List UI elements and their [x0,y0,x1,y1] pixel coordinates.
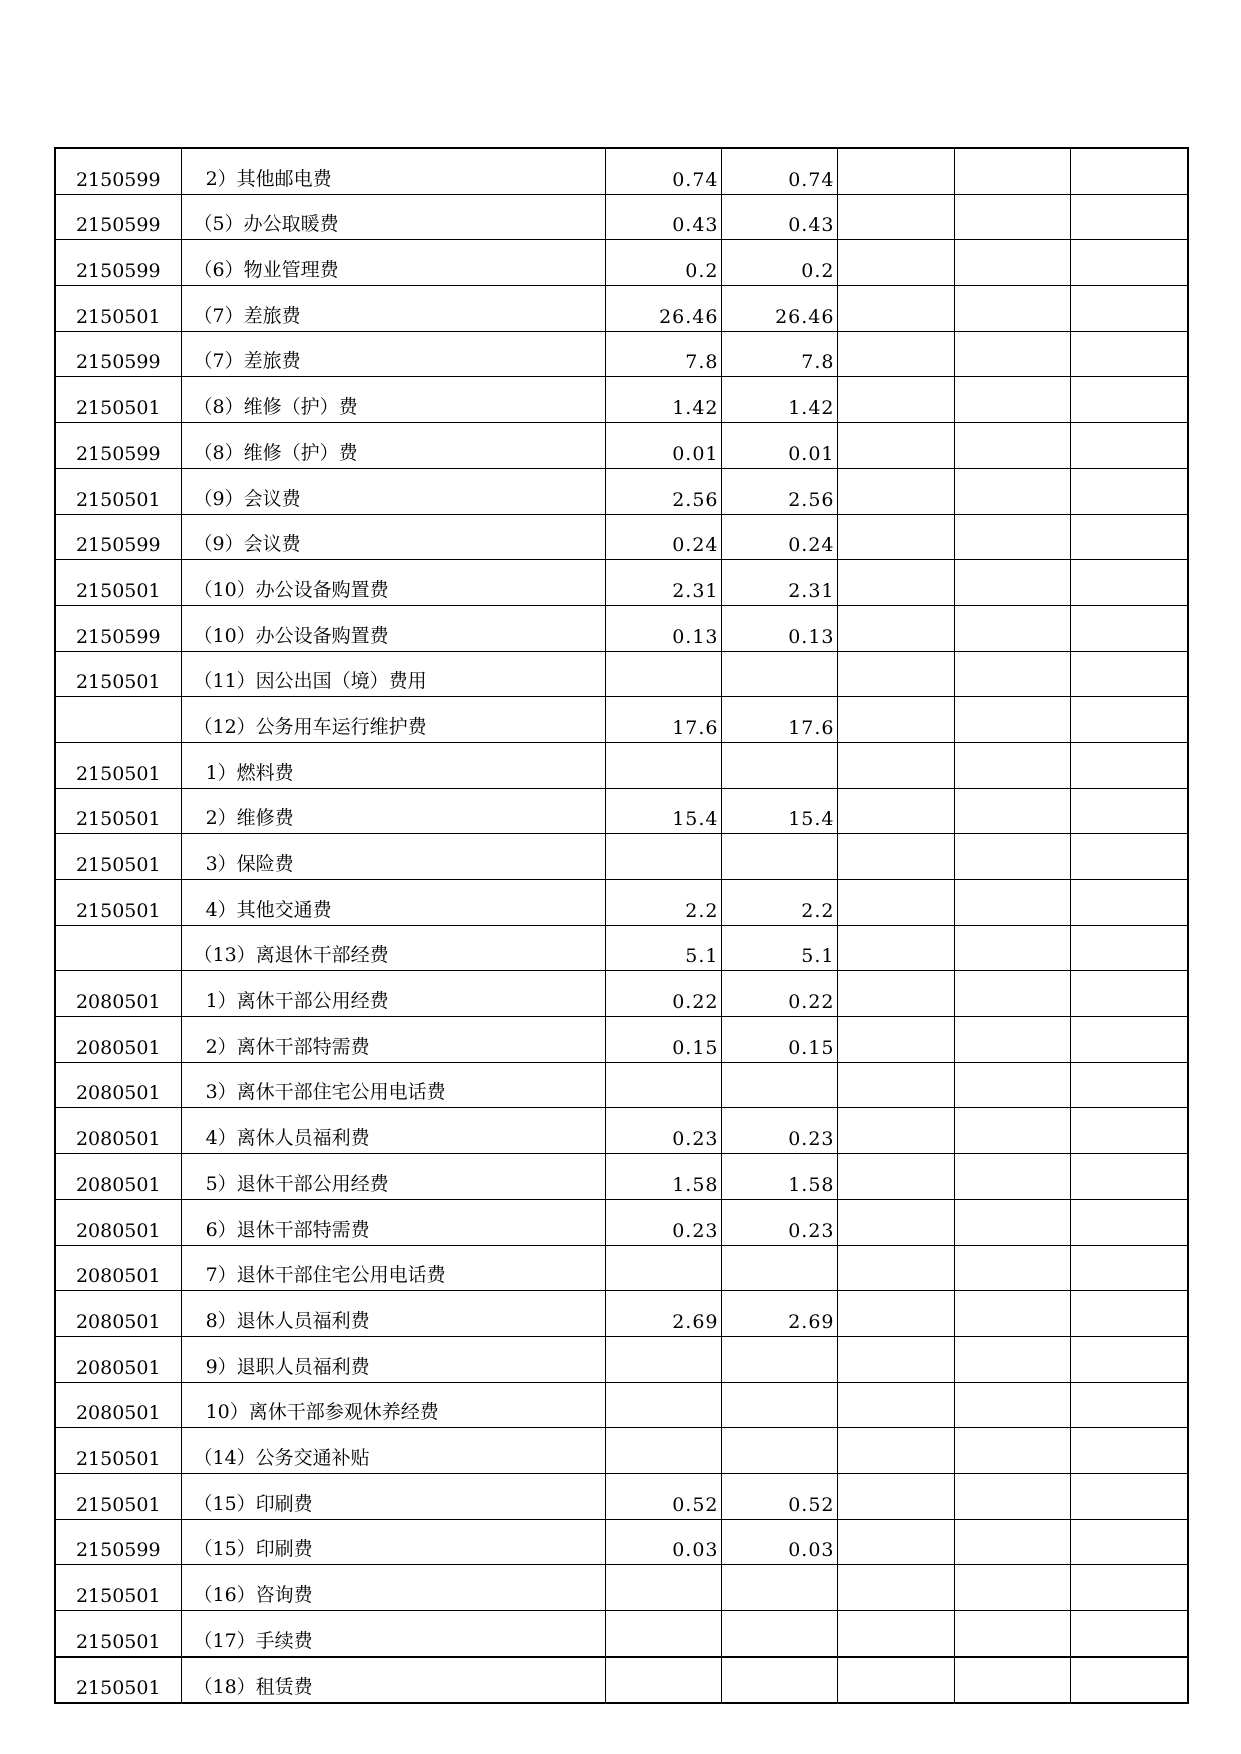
amount-total-cell [605,1657,721,1704]
empty-cell [837,788,954,834]
account-code-cell: 2150501 [55,1657,181,1704]
amount-basic-cell [721,1565,837,1611]
empty-cell [1070,194,1188,240]
empty-cell [1070,1154,1188,1200]
item-name-cell: （13）离退休干部经费 [181,925,605,971]
table-row [55,468,1188,514]
table-row [55,834,1188,880]
amount-total-cell: 0.01 [605,423,721,469]
item-name-cell: 10）离休干部参观休养经费 [181,1382,605,1428]
item-name-cell: （5）办公取暖费 [181,194,605,240]
account-code-cell: 2080501 [55,1291,181,1337]
empty-cell [1070,148,1188,194]
amount-basic-cell [721,1336,837,1382]
amount-total-cell [605,651,721,697]
empty-cell [837,1428,954,1474]
item-name-cell: （10）办公设备购置费 [181,560,605,606]
account-code-cell: 2080501 [55,1108,181,1154]
amount-basic-cell [721,1657,837,1704]
empty-cell [837,1611,954,1657]
amount-basic-cell: 0.13 [721,605,837,651]
empty-cell [837,1245,954,1291]
table-row [55,651,1188,697]
empty-cell [1070,514,1188,560]
table-row [55,971,1188,1017]
amount-basic-cell: 17.6 [721,697,837,743]
empty-cell [837,971,954,1017]
item-name-cell: （15）印刷费 [181,1473,605,1519]
empty-cell [837,1565,954,1611]
item-name-cell: （16）咨询费 [181,1565,605,1611]
empty-cell [837,423,954,469]
amount-basic-cell: 0.74 [721,148,837,194]
empty-cell [954,1336,1070,1382]
account-code-cell: 2150599 [55,194,181,240]
amount-basic-cell: 0.23 [721,1199,837,1245]
account-code-cell: 2150599 [55,423,181,469]
amount-total-cell [605,742,721,788]
table-row [55,1519,1188,1565]
amount-total-cell [605,1382,721,1428]
amount-total-cell: 2.56 [605,468,721,514]
amount-basic-cell: 26.46 [721,286,837,332]
item-name-cell: （12）公务用车运行维护费 [181,697,605,743]
empty-cell [954,240,1070,286]
account-code-cell: 2080501 [55,971,181,1017]
empty-cell [837,697,954,743]
empty-cell [954,331,1070,377]
amount-basic-cell: 5.1 [721,925,837,971]
empty-cell [954,697,1070,743]
empty-cell [1070,834,1188,880]
empty-cell [954,1473,1070,1519]
account-code-cell: 2150501 [55,1428,181,1474]
table-row [55,1428,1188,1474]
account-code-cell: 2080501 [55,1017,181,1063]
amount-total-cell: 26.46 [605,286,721,332]
empty-cell [837,194,954,240]
empty-cell [954,148,1070,194]
table-row [55,925,1188,971]
empty-cell [954,1017,1070,1063]
table-row [55,240,1188,286]
item-name-cell: （10）办公设备购置费 [181,605,605,651]
empty-cell [954,971,1070,1017]
account-code-cell: 2150501 [55,651,181,697]
empty-cell [1070,1611,1188,1657]
account-code-cell: 2150599 [55,605,181,651]
empty-cell [837,286,954,332]
table-row [55,560,1188,606]
empty-cell [837,1154,954,1200]
item-name-cell: （17）手续费 [181,1611,605,1657]
empty-cell [1070,1565,1188,1611]
table-row [55,1154,1188,1200]
empty-cell [954,1428,1070,1474]
amount-total-cell: 0.24 [605,514,721,560]
empty-cell [954,925,1070,971]
amount-basic-cell [721,651,837,697]
empty-cell [1070,1519,1188,1565]
account-code-cell: 2150501 [55,1565,181,1611]
amount-basic-cell [721,1245,837,1291]
empty-cell [954,1657,1070,1704]
item-name-cell: （7）差旅费 [181,286,605,332]
amount-total-cell: 2.31 [605,560,721,606]
empty-cell [954,194,1070,240]
item-name-cell: （18）租赁费 [181,1657,605,1704]
empty-cell [837,1519,954,1565]
empty-cell [1070,1291,1188,1337]
amount-basic-cell: 0.2 [721,240,837,286]
item-name-cell: 3）保险费 [181,834,605,880]
account-code-cell: 2150599 [55,514,181,560]
empty-cell [837,651,954,697]
amount-basic-cell: 0.23 [721,1108,837,1154]
item-name-cell: 1）离休干部公用经费 [181,971,605,1017]
amount-total-cell: 15.4 [605,788,721,834]
empty-cell [1070,1017,1188,1063]
table-row [55,1291,1188,1337]
empty-cell [1070,971,1188,1017]
empty-cell [954,423,1070,469]
empty-cell [837,925,954,971]
empty-cell [837,240,954,286]
amount-basic-cell [721,1428,837,1474]
item-name-cell: 8）退休人员福利费 [181,1291,605,1337]
item-name-cell: 4）离休人员福利费 [181,1108,605,1154]
empty-cell [1070,423,1188,469]
empty-cell [837,1336,954,1382]
empty-cell [1070,1473,1188,1519]
table-row [55,1336,1188,1382]
empty-cell [837,1382,954,1428]
amount-basic-cell: 2.2 [721,880,837,926]
empty-cell [837,331,954,377]
amount-total-cell [605,834,721,880]
account-code-cell: 2080501 [55,1245,181,1291]
empty-cell [954,834,1070,880]
amount-total-cell: 5.1 [605,925,721,971]
account-code-cell: 2150501 [55,1473,181,1519]
table-row [55,1473,1188,1519]
table-row [55,605,1188,651]
empty-cell [837,1291,954,1337]
empty-cell [837,514,954,560]
empty-cell [954,1154,1070,1200]
empty-cell [837,148,954,194]
amount-total-cell: 2.2 [605,880,721,926]
empty-cell [1070,1108,1188,1154]
item-name-cell: 6）退休干部特需费 [181,1199,605,1245]
table-row [55,1565,1188,1611]
item-name-cell: 3）离休干部住宅公用电话费 [181,1062,605,1108]
account-code-cell: 2080501 [55,1062,181,1108]
amount-total-cell [605,1565,721,1611]
empty-cell [954,742,1070,788]
item-name-cell: 2）维修费 [181,788,605,834]
item-name-cell: 7）退休干部住宅公用电话费 [181,1245,605,1291]
amount-total-cell: 2.69 [605,1291,721,1337]
account-code-cell: 2150501 [55,788,181,834]
empty-cell [954,1382,1070,1428]
empty-cell [954,788,1070,834]
empty-cell [837,377,954,423]
account-code-cell: 2150501 [55,880,181,926]
amount-basic-cell: 0.24 [721,514,837,560]
empty-cell [837,605,954,651]
empty-cell [954,1291,1070,1337]
empty-cell [837,1657,954,1704]
empty-cell [954,1519,1070,1565]
empty-cell [954,560,1070,606]
amount-total-cell [605,1336,721,1382]
empty-cell [837,880,954,926]
empty-cell [954,514,1070,560]
amount-total-cell: 0.23 [605,1199,721,1245]
empty-cell [954,377,1070,423]
amount-basic-cell: 0.52 [721,1473,837,1519]
amount-basic-cell: 0.22 [721,971,837,1017]
account-code-cell [55,925,181,971]
amount-total-cell: 1.58 [605,1154,721,1200]
amount-total-cell: 17.6 [605,697,721,743]
account-code-cell: 2150599 [55,1519,181,1565]
empty-cell [1070,651,1188,697]
amount-total-cell [605,1611,721,1657]
amount-basic-cell: 0.43 [721,194,837,240]
amount-basic-cell: 0.15 [721,1017,837,1063]
item-name-cell: 5）退休干部公用经费 [181,1154,605,1200]
account-code-cell: 2150501 [55,834,181,880]
empty-cell [954,1199,1070,1245]
empty-cell [837,834,954,880]
table-row [55,1108,1188,1154]
item-name-cell: （11）因公出国（境）费用 [181,651,605,697]
amount-basic-cell: 7.8 [721,331,837,377]
table-row [55,514,1188,560]
table-row [55,742,1188,788]
account-code-cell: 2150599 [55,240,181,286]
empty-cell [1070,1199,1188,1245]
empty-cell [1070,925,1188,971]
empty-cell [837,468,954,514]
amount-total-cell [605,1428,721,1474]
item-name-cell: （14）公务交通补贴 [181,1428,605,1474]
account-code-cell: 2080501 [55,1336,181,1382]
amount-total-cell: 0.2 [605,240,721,286]
table-row [55,377,1188,423]
amount-total-cell: 0.74 [605,148,721,194]
item-name-cell: （8）维修（护）费 [181,423,605,469]
table-row [55,148,1188,194]
empty-cell [954,286,1070,332]
amount-basic-cell [721,1382,837,1428]
amount-basic-cell: 15.4 [721,788,837,834]
account-code-cell: 2150501 [55,560,181,606]
table-row [55,1657,1188,1704]
item-name-cell: （9）会议费 [181,468,605,514]
item-name-cell: （8）维修（护）费 [181,377,605,423]
empty-cell [1070,377,1188,423]
amount-basic-cell: 2.56 [721,468,837,514]
empty-cell [954,1062,1070,1108]
amount-basic-cell: 2.31 [721,560,837,606]
amount-total-cell: 0.03 [605,1519,721,1565]
empty-cell [954,1565,1070,1611]
account-code-cell: 2150501 [55,286,181,332]
empty-cell [954,605,1070,651]
amount-basic-cell: 1.42 [721,377,837,423]
amount-total-cell: 0.43 [605,194,721,240]
empty-cell [1070,1245,1188,1291]
empty-cell [1070,788,1188,834]
account-code-cell: 2150501 [55,468,181,514]
table-row [55,1017,1188,1063]
table-row [55,1611,1188,1657]
table-row [55,1062,1188,1108]
empty-cell [1070,560,1188,606]
empty-cell [954,1245,1070,1291]
empty-cell [837,1473,954,1519]
amount-basic-cell [721,834,837,880]
item-name-cell: 2）其他邮电费 [181,148,605,194]
empty-cell [1070,605,1188,651]
amount-basic-cell [721,1611,837,1657]
amount-total-cell: 1.42 [605,377,721,423]
item-name-cell: （6）物业管理费 [181,240,605,286]
table-row [55,880,1188,926]
table-row [55,423,1188,469]
empty-cell [1070,286,1188,332]
table-row [55,194,1188,240]
table-row [55,286,1188,332]
empty-cell [837,1199,954,1245]
empty-cell [837,1017,954,1063]
item-name-cell: 2）离休干部特需费 [181,1017,605,1063]
account-code-cell: 2080501 [55,1382,181,1428]
table-row [55,331,1188,377]
empty-cell [837,1062,954,1108]
account-code-cell: 2150501 [55,742,181,788]
item-name-cell: 9）退职人员福利费 [181,1336,605,1382]
account-code-cell: 2150599 [55,331,181,377]
item-name-cell: （9）会议费 [181,514,605,560]
amount-total-cell: 0.15 [605,1017,721,1063]
empty-cell [954,468,1070,514]
amount-total-cell: 0.52 [605,1473,721,1519]
amount-total-cell [605,1062,721,1108]
account-code-cell: 2150501 [55,1611,181,1657]
table-row [55,697,1188,743]
table-row [55,788,1188,834]
amount-basic-cell: 0.03 [721,1519,837,1565]
budget-table [54,147,1189,1704]
empty-cell [1070,742,1188,788]
empty-cell [1070,240,1188,286]
empty-cell [954,880,1070,926]
amount-total-cell: 0.23 [605,1108,721,1154]
amount-total-cell: 0.13 [605,605,721,651]
empty-cell [954,1611,1070,1657]
item-name-cell: （15）印刷费 [181,1519,605,1565]
amount-basic-cell [721,742,837,788]
item-name-cell: （7）差旅费 [181,331,605,377]
amount-total-cell: 0.22 [605,971,721,1017]
account-code-cell [55,697,181,743]
empty-cell [954,1108,1070,1154]
amount-total-cell: 7.8 [605,331,721,377]
account-code-cell: 2150599 [55,148,181,194]
amount-basic-cell [721,1062,837,1108]
amount-basic-cell: 2.69 [721,1291,837,1337]
empty-cell [837,560,954,606]
empty-cell [1070,1336,1188,1382]
amount-basic-cell: 1.58 [721,1154,837,1200]
empty-cell [1070,331,1188,377]
empty-cell [837,742,954,788]
empty-cell [837,1108,954,1154]
empty-cell [954,651,1070,697]
table-row [55,1245,1188,1291]
account-code-cell: 2080501 [55,1154,181,1200]
table-body [55,148,1188,1703]
empty-cell [1070,697,1188,743]
item-name-cell: 1）燃料费 [181,742,605,788]
empty-cell [1070,1382,1188,1428]
amount-basic-cell: 0.01 [721,423,837,469]
item-name-cell: 4）其他交通费 [181,880,605,926]
empty-cell [1070,468,1188,514]
empty-cell [1070,1657,1188,1704]
account-code-cell: 2150501 [55,377,181,423]
account-code-cell: 2080501 [55,1199,181,1245]
table-row [55,1199,1188,1245]
empty-cell [1070,1062,1188,1108]
empty-cell [1070,1428,1188,1474]
amount-total-cell [605,1245,721,1291]
table-row [55,1382,1188,1428]
empty-cell [1070,880,1188,926]
